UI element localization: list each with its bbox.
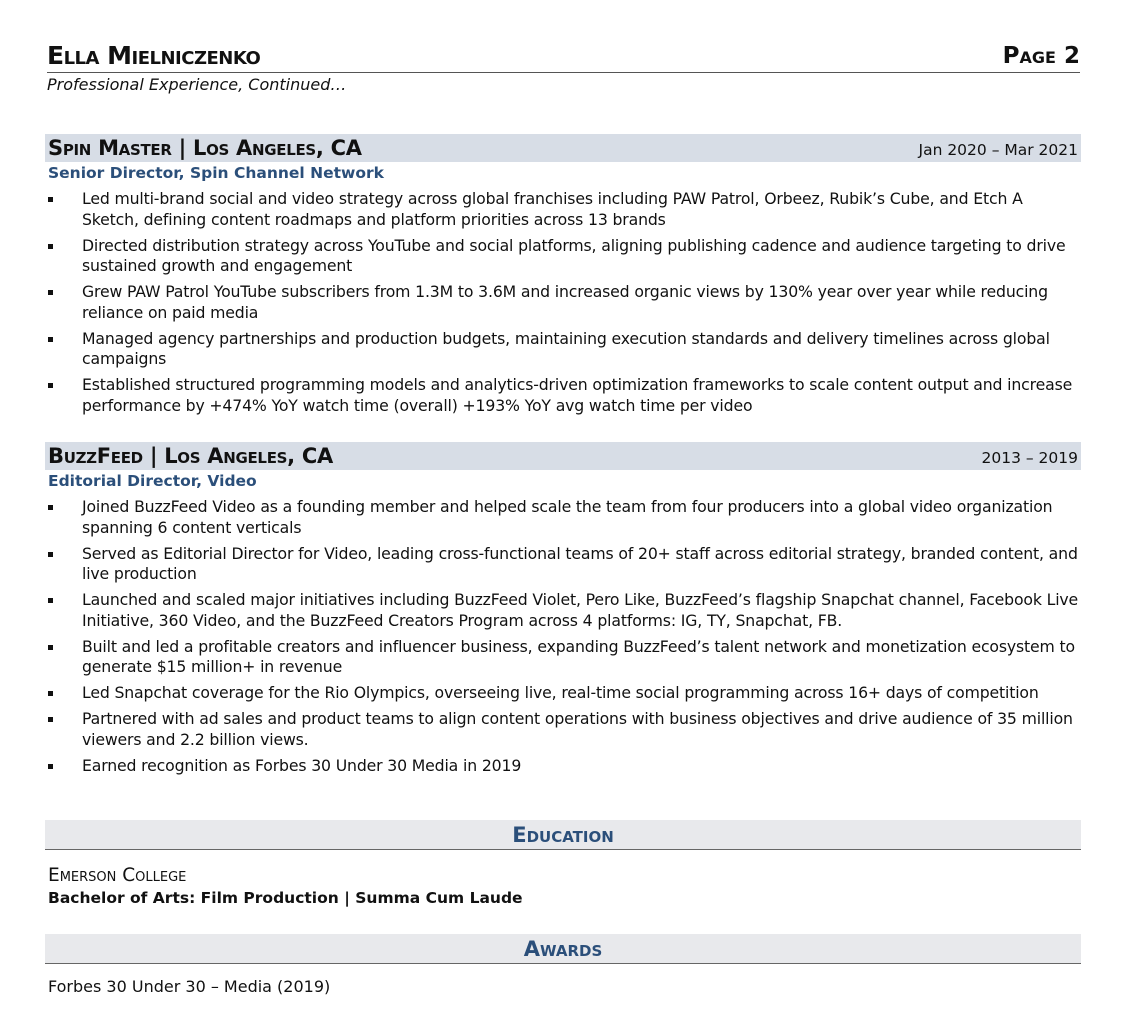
page-header	[47, 40, 1080, 73]
list-item: Served as Editorial Director for Video, leading cross-functional teams of 20+ staff across editorial strategy, branded content, and live production	[47, 544, 1082, 585]
list-item: Partnered with ad sales and product teams to align content operations with business objectives and drive audience of 35 million viewers and 2.2 billion views.	[47, 709, 1082, 750]
list-item: Joined BuzzFeed Video as a founding member and helped scale the team from four producers into a global video organization spanning 6 content verticals	[47, 497, 1082, 538]
list-item: Earned recognition as Forbes 30 Under 30 Media in 2019	[47, 756, 1082, 777]
job-dates: Jan 2020 – Mar 2021	[918, 141, 1078, 159]
list-item: Directed distribution strategy across YouTube and social platforms, aligning publishing cadence and audience targeting to drive sustained growth and engagement	[47, 236, 1082, 277]
job-title: Editorial Director, Video	[48, 472, 257, 490]
candidate-name: Ella Mielniczenko	[47, 41, 261, 70]
company-name: BuzzFeed | Los Angeles, CA	[48, 444, 333, 468]
awards-section-header	[45, 934, 1081, 964]
section-title: Education	[512, 823, 614, 847]
list-item: Built and led a profitable creators and influencer business, expanding BuzzFeed’s talent network and monetization ecosystem to generate $15 million+ in revenue	[47, 637, 1082, 678]
job-header-spin-master	[45, 134, 1081, 162]
section-title: Awards	[523, 937, 603, 961]
list-item: Launched and scaled major initiatives including BuzzFeed Violet, Pero Like, BuzzFeed’s flagship Snapchat channel, Facebook Live Initiative, 360 Video, and the BuzzFeed Creators Program across 4 platforms: IG, TY, Snapchat, FB.	[47, 590, 1082, 631]
school-name: Emerson College	[48, 865, 187, 886]
page-subtitle: Professional Experience, Continued…	[47, 75, 347, 94]
list-item: Led Snapchat coverage for the Rio Olympics, overseeing live, real-time social programming across 16+ days of competition	[47, 683, 1082, 704]
list-item: Grew PAW Patrol YouTube subscribers from 1.3M to 3.6M and increased organic views by 130% year over year while reducing reliance on paid media	[47, 282, 1082, 323]
company-name: Spin Master | Los Angeles, CA	[48, 136, 362, 160]
page-number: Page 2	[1002, 43, 1080, 69]
list-item: Managed agency partnerships and production budgets, maintaining execution standards and delivery timelines across global campaigns	[47, 329, 1082, 370]
list-item: Established structured programming models and analytics-driven optimization frameworks to scale content output and increase performance by +474% YoY watch time (overall) +193% YoY avg watch time per video	[47, 375, 1082, 416]
award-item: Forbes 30 Under 30 – Media (2019)	[48, 977, 331, 996]
degree: Bachelor of Arts: Film Production | Summa Cum Laude	[48, 889, 523, 907]
job-title: Senior Director, Spin Channel Network	[48, 164, 384, 182]
education-section-header	[45, 820, 1081, 850]
job-header-buzzfeed	[45, 442, 1081, 470]
job-dates: 2013 – 2019	[981, 449, 1078, 467]
job-bullets-spin-master	[47, 189, 1082, 422]
list-item: Led multi-brand social and video strategy across global franchises including PAW Patrol, Orbeez, Rubik’s Cube, and Etch A Sketch, defining content roadmaps and platform priorities across 13 brands	[47, 189, 1082, 230]
job-bullets-buzzfeed	[47, 497, 1082, 782]
